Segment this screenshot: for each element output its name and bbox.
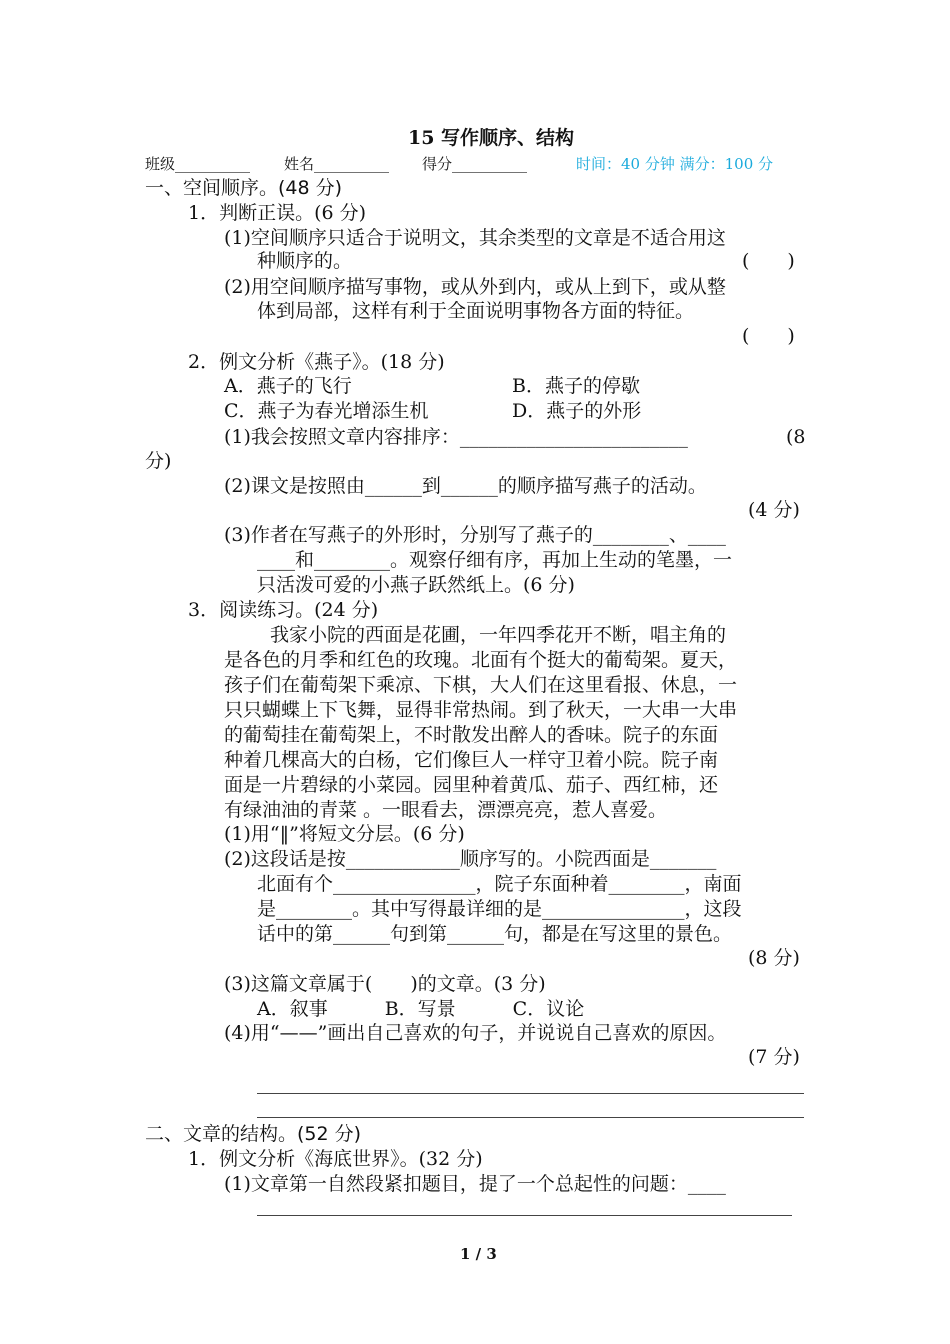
q2-sub3-line1: (3)作者在写燕子的外形时，分别写了燕子的________、____ [224,524,726,546]
section1-heading: 一、空间顺序。(48 分) [145,177,343,199]
passage-line3: 孩子们在葡萄架下乘凉、下棋，大人们在这里看报、休息，一 [224,674,738,696]
time-score-info: 时间：40 分钟 满分：100 分 [576,155,774,173]
passage-line5: 的葡萄挂在葡萄架上，不时散发出醉人的香味。院子的东面 [224,724,719,746]
q3-sub3: (3)这篇文章属于( )的文章。(3 分) [224,973,546,995]
q2-option-a: A．燕子的飞行 [224,375,352,397]
q2-option-b: B．燕子的停歇 [512,375,640,397]
page-number: 1 / 3 [460,1245,497,1263]
q1-title: 1．判断正误。(6 分) [188,202,367,224]
q2-sub1-points-cont: 分) [145,450,172,472]
q2-sub2-points: (4 分) [748,499,800,521]
q1-line4: 体到局部，这样有利于全面说明事物各方面的特征。 [257,300,695,322]
q2-sub1-points: (8 [786,426,806,448]
answer-line[interactable] [257,1093,804,1094]
passage-line7: 面是一片碧绿的小菜园。园里种着黄瓜、茄子、西红柿，还 [224,774,719,796]
q1-line3: (2)用空间顺序描写事物，或从外到内，或从上到下，或从整 [224,276,726,298]
passage-line2: 是各色的月季和红色的玫瑰。北面有个挺大的葡萄架。夏天， [224,649,738,671]
q3-sub2-line4: 话中的第______句到第______句，都是在写这里的景色。 [257,923,733,945]
passage-line8: 有绿油油的青菜 。一眼看去，漂漂亮亮，惹人喜爱。 [224,799,668,821]
q3-sub2-points: (8 分) [748,947,800,969]
q2-option-c: C．燕子为春光增添生机 [224,400,429,422]
q3-sub2-line3: 是________。其中写得最详细的是_______________，这段 [257,898,742,920]
q2-sub3-line3: 只活泼可爱的小燕子跃然纸上。(6 分) [257,574,575,596]
q3-sub1: (1)用“‖”将短文分层。(6 分) [224,823,465,845]
q3-sub4: (4)用“——”画出自己喜欢的句子，并说说自己喜欢的原因。 [224,1022,727,1044]
q2-sub2: (2)课文是按照由______到______的顺序描写燕子的活动。 [224,475,707,497]
answer-line[interactable] [257,1117,804,1118]
q3-sub2-line2: 北面有个_______________，院子东面种着________，南面 [257,873,742,895]
section2-heading: 二、文章的结构。(52 分) [145,1123,362,1145]
passage-line6: 种着几棵高大的白杨，它们像巨人一样守卫着小院。院子南 [224,749,719,771]
class-field[interactable]: 班级__________ [145,155,251,173]
q3-sub2-line1: (2)这段话是按____________顺序写的。小院西面是_______ [224,848,717,870]
score-field[interactable]: 得分__________ [422,155,528,173]
s2-q1-title: 1．例文分析《海底世界》。(32 分) [188,1148,483,1170]
passage-line1: 我家小院的西面是花圃，一年四季花开不断，唱主角的 [270,624,727,646]
page-title: 15 写作顺序、结构 [408,127,575,149]
q3-sub4-points: (7 分) [748,1046,800,1068]
q2-title: 2．例文分析《燕子》。(18 分) [188,351,445,373]
passage-line4: 只只蝴蝶上下飞舞，显得非常热闹。到了秋天，一大串一大串 [224,699,738,721]
name-field[interactable]: 姓名__________ [284,155,390,173]
q2-sub3-line2: ____和________。观察仔细有序，再加上生动的笔墨，一 [257,549,733,571]
s2-q1-sub1: (1)文章第一自然段紧扣题目，提了一个总起性的问题：____ [224,1173,726,1195]
q1-line1: (1)空间顺序只适合于说明文，其余类型的文章是不适合用这 [224,227,726,249]
q3-title: 3．阅读练习。(24 分) [188,599,379,621]
q1-answer-bracket-2[interactable]: ( ) [742,325,795,347]
q2-sub1: (1)我会按照文章内容排序：________________________ [224,426,688,448]
answer-line[interactable] [257,1215,792,1216]
q1-line2: 种顺序的。 [257,250,353,272]
q1-answer-bracket-1[interactable]: ( ) [742,250,795,272]
q2-option-d: D．燕子的外形 [512,400,642,422]
q3-sub3-options: A．叙事 B．写景 C．议论 [257,998,585,1020]
